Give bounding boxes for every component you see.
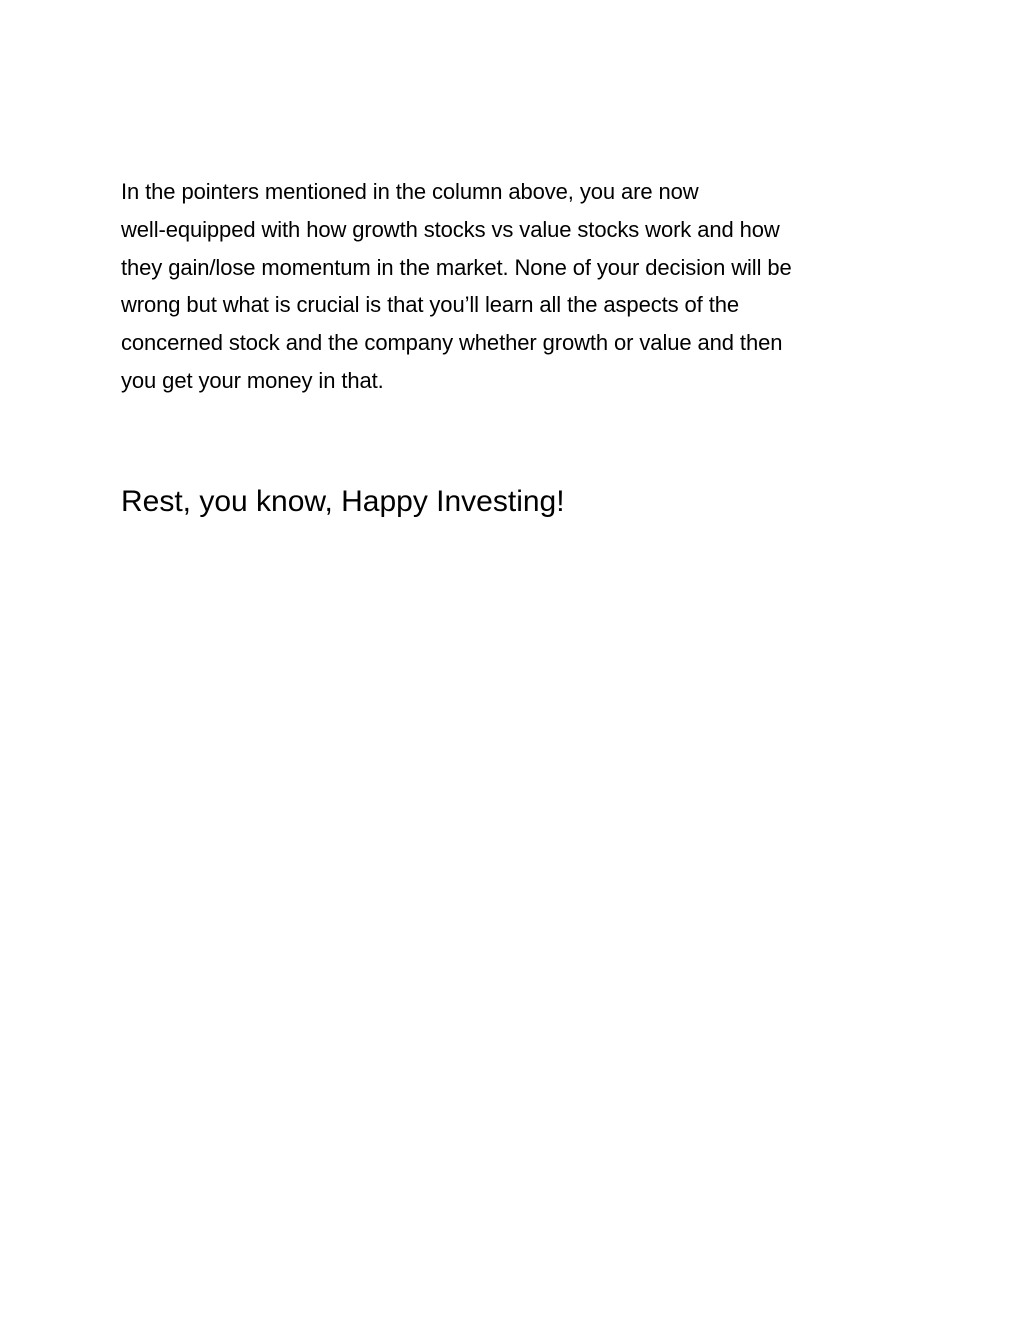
paragraph-line: concerned stock and the company whether growth or value and then	[121, 330, 783, 356]
paragraph-line: In the pointers mentioned in the column above, you are now	[121, 179, 699, 204]
paragraph-line: wrong but what is crucial is that you’ll learn all the aspects of the	[121, 292, 739, 318]
paragraph-line: you get your money in that.	[121, 367, 384, 393]
paragraph-line: well-equipped with how growth stocks vs value stocks work and how	[121, 216, 780, 242]
paragraph-line: they gain/lose momentum in the market. None of your decision will be	[121, 254, 792, 280]
body-paragraph	[121, 173, 911, 400]
closing-line: Rest, you know, Happy Investing!	[121, 485, 565, 518]
